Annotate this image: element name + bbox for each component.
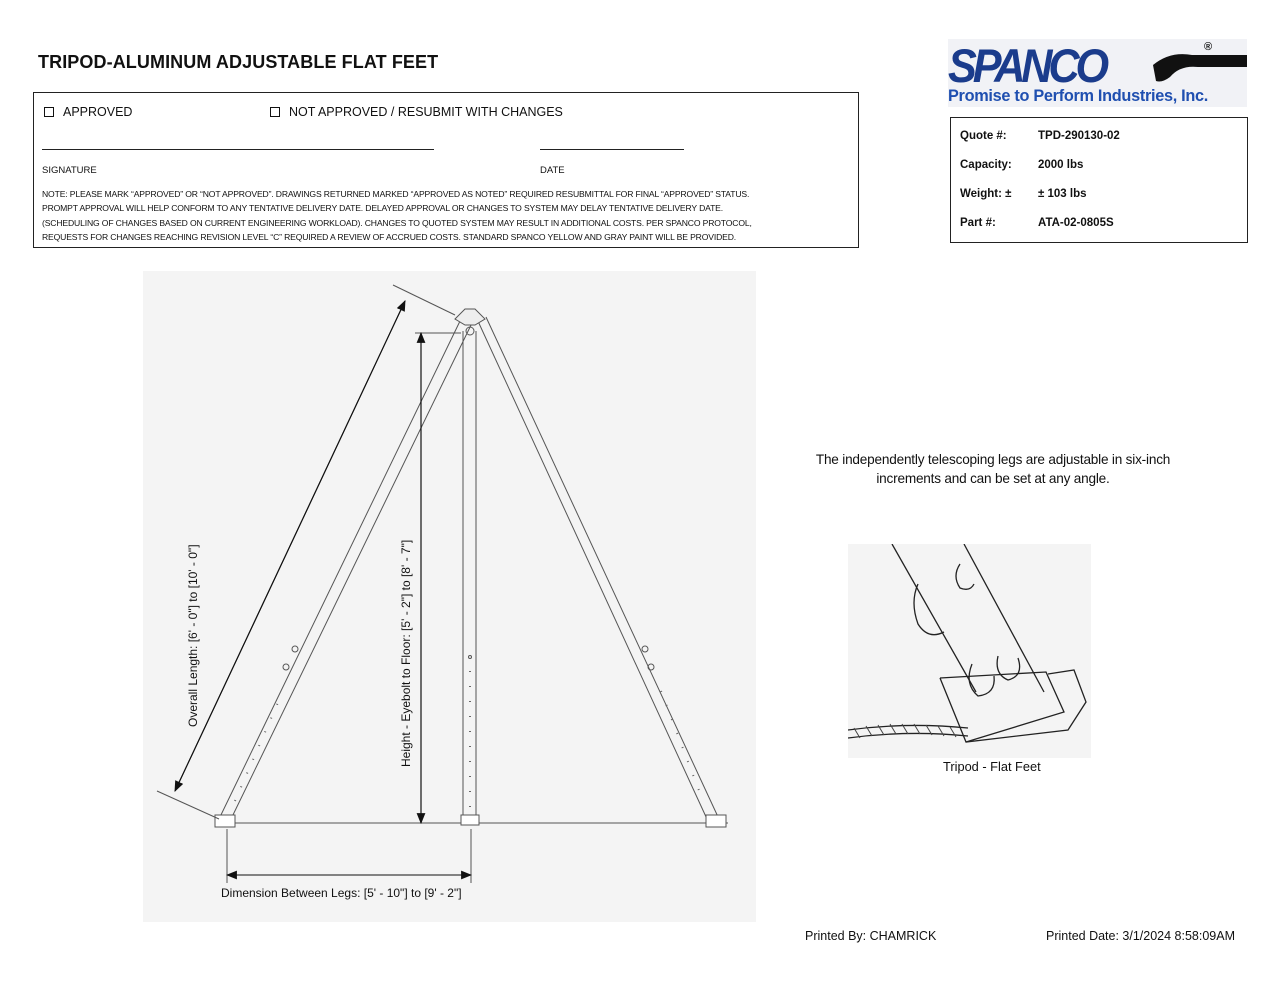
signature-line[interactable] (42, 149, 434, 150)
quote-row (960, 130, 1120, 142)
tripod-diagram (143, 271, 756, 922)
quote-label: Quote #: (960, 130, 1007, 142)
printed-date: Printed Date: 3/1/2024 8:58:09AM (1046, 929, 1236, 943)
approved-label: APPROVED (63, 105, 133, 119)
note-line: NOTE: PLEASE MARK “APPROVED” OR “NOT APPROVED”. DRAWINGS RETURNED MARKED “APPROVED AS NOTED” REQUIRED RESUBMITTAL FOR FINAL “APPROVED” STATUS. (42, 189, 750, 199)
capacity-label: Capacity: (960, 159, 1012, 171)
approved-checkbox[interactable] (44, 105, 132, 119)
capacity-value: 2000 lbs (1038, 159, 1084, 171)
flat-feet-illustration (848, 544, 1091, 758)
leg-dimension-label: Dimension Between Legs: [5' - 10"] to [9' - 2"] (221, 886, 462, 900)
weight-value: ± 103 lbs (1038, 188, 1087, 200)
not-approved-checkbox[interactable] (270, 105, 563, 119)
signature-label: SIGNATURE (42, 165, 97, 176)
note-line: PROMPT APPROVAL WILL HELP CONFORM TO ANY TENTATIVE DELIVERY DATE. DELAYED APPROVAL OR CHANGES TO SYSTEM MAY DELAY TENTATIVE DELIVERY DATE. (42, 203, 724, 214)
quote-value: TPD-290130-02 (1038, 130, 1120, 142)
checkbox-square-icon[interactable] (44, 107, 54, 117)
company-logo (948, 39, 1247, 107)
not-approved-label: NOT APPROVED / RESUBMIT WITH CHANGES (289, 105, 563, 119)
logo-brand: SPANCO (948, 39, 1105, 92)
page-title: TRIPOD-ALUMINUM ADJUSTABLE FLAT FEET (38, 52, 439, 72)
weight-row (960, 188, 1087, 200)
part-value: ATA-02-0805S (1038, 217, 1114, 229)
tripod-drawing (143, 271, 756, 922)
date-line[interactable] (540, 149, 684, 150)
flat-feet-caption: Tripod - Flat Feet (943, 759, 1041, 774)
height-label: Height - Eyebolt to Floor: [5' - 2"] to [8' - 7"] (399, 539, 413, 767)
logo-tagline: Promise to Perform Industries, Inc. (948, 87, 1209, 105)
approval-box (33, 92, 859, 248)
capacity-row (960, 159, 1083, 171)
printed-by: Printed By: CHAMRICK (805, 929, 937, 943)
checkbox-square-icon[interactable] (270, 107, 280, 117)
caption-line: increments and can be set at any angle. (876, 471, 1110, 486)
weight-label: Weight: ± (960, 188, 1012, 200)
caption-line: The independently telescoping legs are adjustable in six-inch (815, 452, 1171, 467)
part-row (960, 217, 1114, 229)
logo-registered-mark: ® (1204, 41, 1213, 53)
note-line: REQUESTS FOR CHANGES REACHING REVISION LEVEL “C” REQUIRED A REVIEW OF ACCRUED COSTS. STANDARD SPANCO YELLOW AND GRAY PAINT WILL BE PROVIDED. (42, 232, 737, 243)
part-label: Part #: (960, 217, 996, 229)
date-label: DATE (540, 165, 565, 176)
leg-caption (790, 450, 1196, 488)
quote-info-box (950, 117, 1248, 243)
approval-note (42, 187, 857, 245)
overall-length-label: Overall Length: [6' - 0"] to [10' - 0"] (186, 544, 200, 727)
flat-feet-image (848, 544, 1091, 758)
note-line: (SCHEDULING OF CHANGES BASED ON CURRENT ENGINEERING WORKLOAD). CHANGES TO QUOTED SYSTEM MAY RESULT IN ADDITIONAL COSTS. PER SPANCO PROTOCOL, (42, 217, 752, 228)
